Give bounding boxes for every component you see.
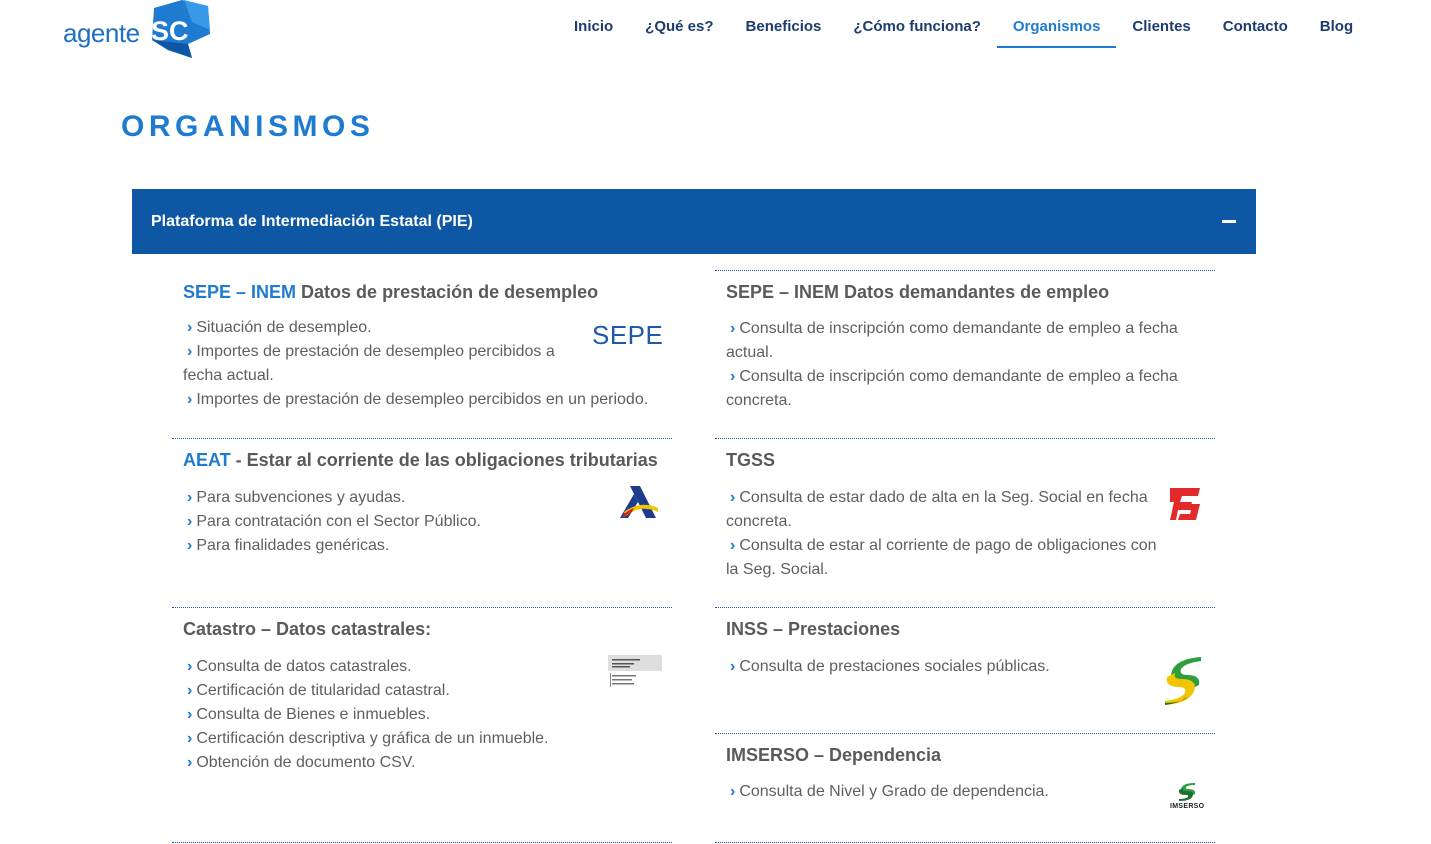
aeat-logo-icon (620, 486, 660, 522)
imserso-caption: IMSERSO (1170, 803, 1205, 810)
card-list (183, 655, 623, 775)
main-nav (558, 18, 1369, 48)
card-list (183, 486, 623, 558)
sepe-logo: SEPE (592, 320, 664, 350)
card-inss (715, 607, 1215, 727)
divider (715, 438, 1215, 439)
card-aeat (172, 438, 672, 598)
nav-clientes[interactable]: Clientes (1132, 18, 1191, 35)
list-item: › Certificación de titularidad catastral. (187, 682, 450, 699)
nav-que-es[interactable]: ¿Qué es? (645, 18, 714, 35)
card-list (726, 655, 1166, 679)
list-item: › Obtención de documento CSV. (187, 754, 416, 771)
nav-como-funciona[interactable]: ¿Cómo funciona? (853, 18, 981, 35)
divider (172, 842, 672, 843)
card-title: SEPE – INEM Datos de prestación de desempleo (183, 282, 599, 302)
inss-logo-icon (1163, 655, 1203, 707)
tgss-logo-icon (1170, 488, 1200, 520)
card-list (726, 780, 1166, 804)
catastro-logo-icon (608, 655, 662, 689)
page-title: ORGANISMOS (121, 110, 375, 143)
divider (715, 842, 1215, 843)
minus-icon[interactable] (1222, 215, 1236, 229)
list-item: › Consulta de datos catastrales. (187, 658, 412, 675)
card-list (726, 317, 1196, 413)
divider (715, 607, 1215, 608)
accordion-title: Plataforma de Intermediación Estatal (PIE) (151, 212, 473, 230)
list-item: › Importes de prestación de desempleo percibidos en un periodo. (187, 391, 649, 408)
card-title: INSS – Prestaciones (726, 619, 901, 639)
card-tgss (715, 438, 1215, 608)
logo-text: agente (63, 18, 140, 48)
list-item: › Consulta de estar al corriente de pago de obligaciones con la Seg. Social. (726, 537, 1157, 578)
list-item: › Consulta de estar dado de alta en la Seg. Social en fecha concreta. (726, 489, 1148, 530)
card-title: TGSS (726, 450, 776, 470)
list-item: › Consulta de inscripción como demandante de empleo a fecha actual. (726, 320, 1178, 361)
list-item: › Consulta de inscripción como demandante de empleo a fecha concreta. (726, 368, 1178, 409)
divider (715, 270, 1215, 271)
site-logo[interactable] (63, 0, 213, 60)
list-item: › Consulta de prestaciones sociales públicas. (730, 658, 1050, 675)
card-list (726, 486, 1166, 582)
card-title: Catastro – Datos catastrales: (183, 619, 432, 639)
list-item: › Importes de prestación de desempleo percibidos a fecha actual. (183, 343, 555, 384)
card-imserso (715, 733, 1215, 843)
list-item: › Certificación descriptiva y gráfica de un inmueble. (187, 730, 549, 747)
nav-contacto[interactable]: Contacto (1222, 18, 1288, 35)
list-item: › Para finalidades genéricas. (187, 537, 390, 554)
nav-organismos[interactable]: Organismos (997, 18, 1117, 48)
divider (715, 733, 1215, 734)
nav-inicio[interactable]: Inicio (574, 18, 614, 35)
list-item: › Situación de desempleo. (187, 319, 372, 336)
card-sepe-demandantes (715, 270, 1215, 430)
list-item: › Consulta de Bienes e inmuebles. (187, 706, 431, 723)
card-catastro (172, 607, 672, 837)
divider (172, 438, 672, 439)
card-title: SEPE – INEM Datos demandantes de empleo (726, 282, 1110, 302)
nav-blog[interactable]: Blog (1319, 18, 1354, 35)
nav-beneficios[interactable]: Beneficios (745, 18, 822, 35)
card-title: AEAT - Estar al corriente de las obligaciones tributarias (183, 450, 658, 470)
list-item: › Para subvenciones y ayudas. (187, 489, 406, 506)
list-item: › Consulta de Nivel y Grado de dependencia. (730, 783, 1049, 800)
card-list (183, 316, 663, 412)
divider (172, 607, 672, 608)
imserso-logo-icon (1175, 781, 1199, 803)
card-sepe-desempleo (172, 270, 672, 430)
list-item: › Para contratación con el Sector Público. (187, 513, 481, 530)
card-title: IMSERSO – Dependencia (726, 745, 942, 765)
accordion-header[interactable] (132, 189, 1256, 254)
logo-sc: SC (151, 16, 189, 46)
